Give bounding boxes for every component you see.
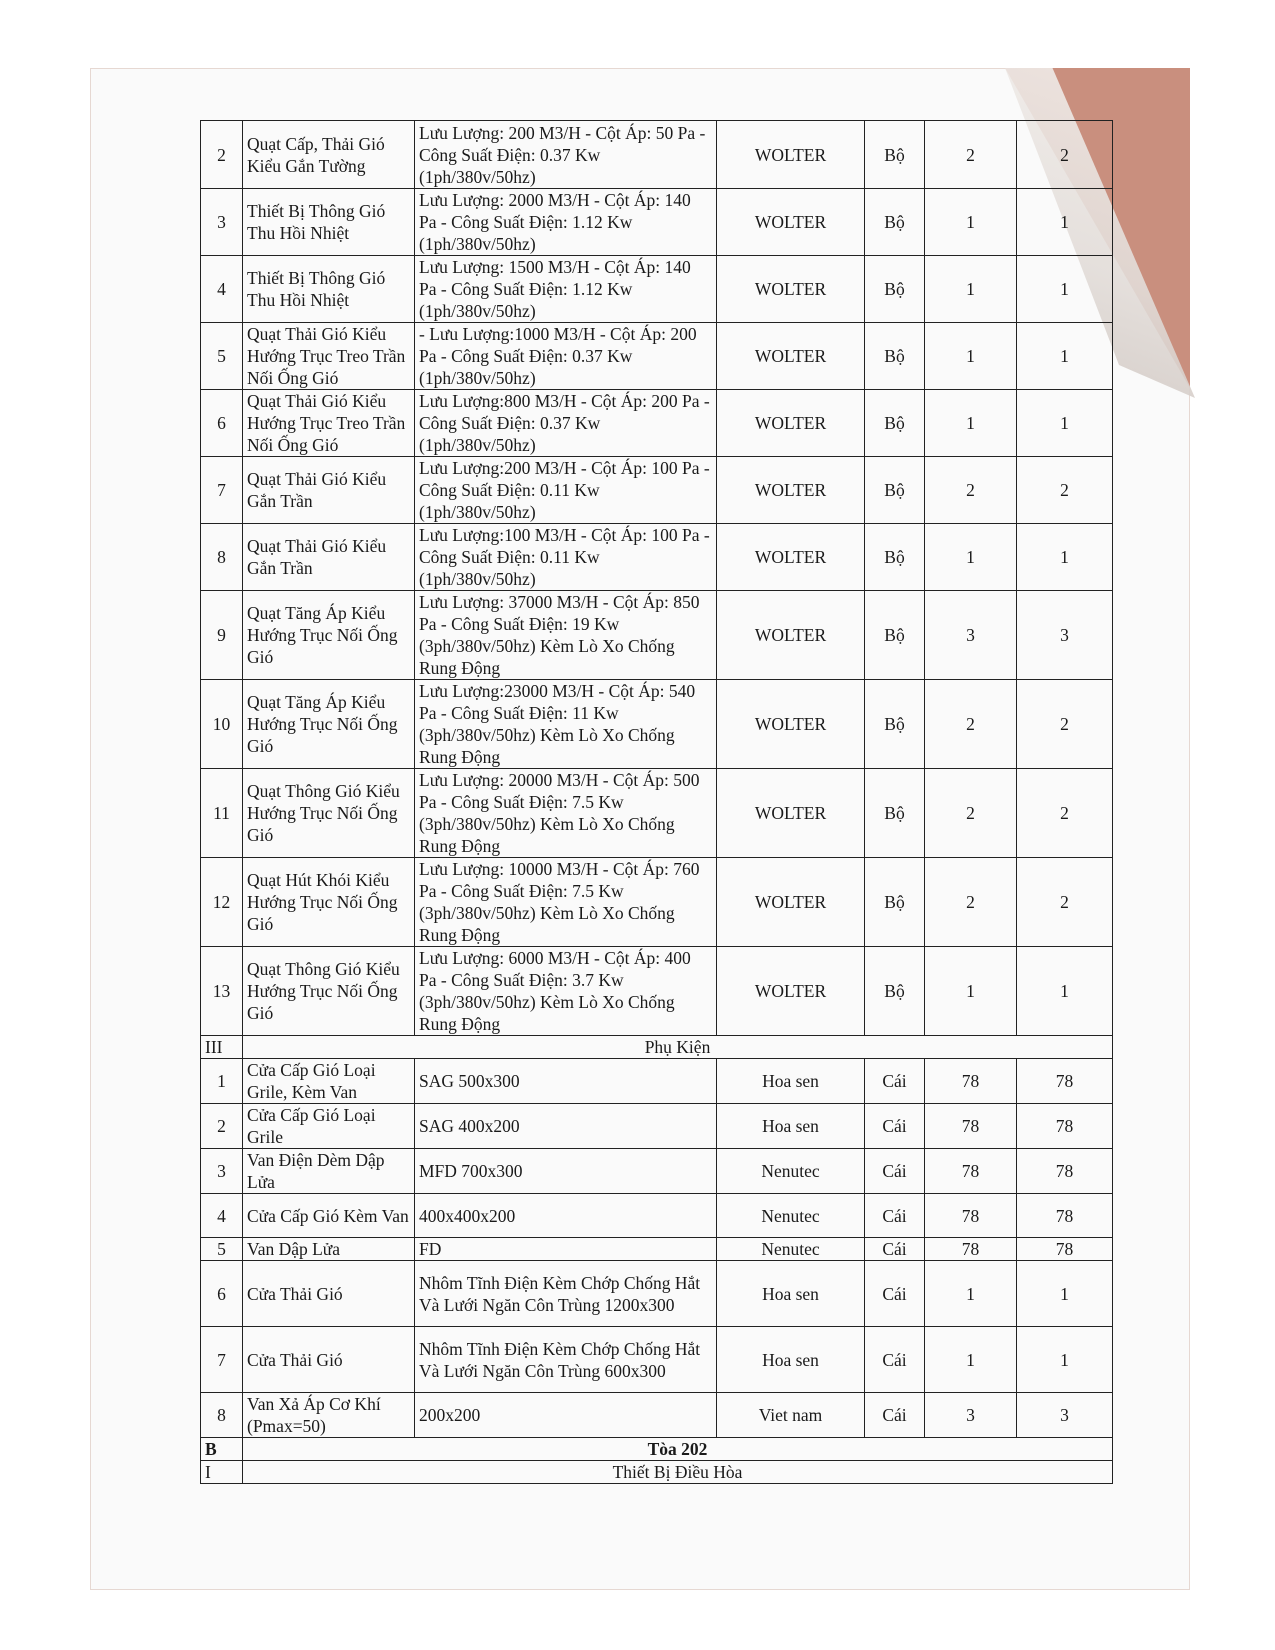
item-quantity: 1 <box>925 390 1017 457</box>
fan-rows <box>201 121 1113 1036</box>
item-quantity: 78 <box>925 1104 1017 1149</box>
item-quantity: 1 <box>925 256 1017 323</box>
table-row <box>201 323 1113 390</box>
item-unit: Bộ <box>865 390 925 457</box>
item-spec: SAG 500x300 <box>415 1059 717 1104</box>
table-row <box>201 769 1113 858</box>
item-quantity-total: 1 <box>1017 323 1113 390</box>
table-row <box>201 524 1113 591</box>
item-spec: Nhôm Tĩnh Điện Kèm Chớp Chống Hắt Và Lưới Ngăn Côn Trùng 1200x300 <box>415 1261 717 1327</box>
item-quantity-total: 78 <box>1017 1104 1113 1149</box>
item-quantity-total: 1 <box>1017 524 1113 591</box>
item-quantity: 78 <box>925 1194 1017 1238</box>
item-quantity: 1 <box>925 189 1017 256</box>
item-name: Quạt Cấp, Thải Gió Kiểu Gắn Tường <box>243 121 415 189</box>
item-quantity: 78 <box>925 1149 1017 1194</box>
item-brand: Hoa sen <box>717 1104 865 1149</box>
row-number: 3 <box>201 189 243 256</box>
table-row <box>201 1194 1113 1238</box>
section-iii <box>201 1036 1113 1059</box>
item-spec: - Lưu Lượng:1000 M3/H - Cột Áp: 200 Pa - Công Suất Điện: 0.37 Kw (1ph/380v/50hz) <box>415 323 717 390</box>
background-bottom <box>0 1590 1275 1650</box>
table-row <box>201 1393 1113 1438</box>
item-name: Van Xả Áp Cơ Khí (Pmax=50) <box>243 1393 415 1438</box>
item-unit: Bộ <box>865 457 925 524</box>
item-quantity: 2 <box>925 858 1017 947</box>
section-b-number: B <box>201 1438 243 1461</box>
item-unit: Cái <box>865 1261 925 1327</box>
row-number: 4 <box>201 256 243 323</box>
row-number: 2 <box>201 121 243 189</box>
item-quantity-total: 2 <box>1017 858 1113 947</box>
table-row <box>201 121 1113 189</box>
item-quantity-total: 78 <box>1017 1149 1113 1194</box>
table-row <box>201 457 1113 524</box>
row-number: 13 <box>201 947 243 1036</box>
item-name: Quạt Tăng Áp Kiểu Hướng Trục Nối Ống Gió <box>243 680 415 769</box>
item-spec: MFD 700x300 <box>415 1149 717 1194</box>
item-brand: Viet nam <box>717 1393 865 1438</box>
item-name: Quạt Thải Gió Kiểu Gắn Trần <box>243 457 415 524</box>
equipment-table <box>200 120 1113 1484</box>
item-unit: Cái <box>865 1327 925 1393</box>
item-unit: Bộ <box>865 256 925 323</box>
table-row <box>201 1059 1113 1104</box>
item-quantity-total: 1 <box>1017 1327 1113 1393</box>
item-quantity-total: 2 <box>1017 769 1113 858</box>
item-spec: Lưu Lượng:100 M3/H - Cột Áp: 100 Pa - Công Suất Điện: 0.11 Kw (1ph/380v/50hz) <box>415 524 717 591</box>
item-name: Thiết Bị Thông Gió Thu Hồi Nhiệt <box>243 256 415 323</box>
item-name: Quạt Thông Gió Kiểu Hướng Trục Nối Ống Gió <box>243 769 415 858</box>
item-unit: Cái <box>865 1194 925 1238</box>
item-name: Quạt Thải Gió Kiểu Hướng Trục Treo Trần Nối Ống Gió <box>243 390 415 457</box>
item-name: Cửa Cấp Gió Loại Grile, Kèm Van <box>243 1059 415 1104</box>
table-row <box>201 1238 1113 1261</box>
item-spec: Lưu Lượng: 2000 M3/H - Cột Áp: 140 Pa - Công Suất Điện: 1.12 Kw (1ph/380v/50hz) <box>415 189 717 256</box>
item-unit: Bộ <box>865 591 925 680</box>
row-number: 9 <box>201 591 243 680</box>
item-brand: WOLTER <box>717 390 865 457</box>
accessory-rows <box>201 1059 1113 1438</box>
item-spec: SAG 400x200 <box>415 1104 717 1149</box>
row-number: 10 <box>201 680 243 769</box>
item-quantity-total: 2 <box>1017 121 1113 189</box>
item-spec: Lưu Lượng:23000 M3/H - Cột Áp: 540 Pa - Công Suất Điện: 11 Kw (3ph/380v/50hz) Kèm Lò Xo Chống Rung Động <box>415 680 717 769</box>
background-left <box>0 0 90 1650</box>
section-iii-title: Phụ Kiện <box>243 1036 1113 1059</box>
row-number: 8 <box>201 1393 243 1438</box>
item-spec: Lưu Lượng: 6000 M3/H - Cột Áp: 400 Pa - Công Suất Điện: 3.7 Kw (3ph/380v/50hz) Kèm Lò Xo Chống Rung Động <box>415 947 717 1036</box>
table-row <box>201 1261 1113 1327</box>
item-brand: WOLTER <box>717 591 865 680</box>
item-spec: Lưu Lượng: 10000 M3/H - Cột Áp: 760 Pa - Công Suất Điện: 7.5 Kw (3ph/380v/50hz) Kèm Lò Xo Chống Rung Động <box>415 858 717 947</box>
item-quantity: 2 <box>925 769 1017 858</box>
row-number: 6 <box>201 390 243 457</box>
item-quantity-total: 2 <box>1017 457 1113 524</box>
item-brand: WOLTER <box>717 457 865 524</box>
item-unit: Cái <box>865 1104 925 1149</box>
row-number: 7 <box>201 1327 243 1393</box>
item-unit: Bộ <box>865 189 925 256</box>
section-iii-number: III <box>201 1036 243 1059</box>
item-brand: Nenutec <box>717 1238 865 1261</box>
item-spec: Lưu Lượng:800 M3/H - Cột Áp: 200 Pa - Công Suất Điện: 0.37 Kw (1ph/380v/50hz) <box>415 390 717 457</box>
item-quantity: 1 <box>925 1327 1017 1393</box>
item-quantity: 1 <box>925 947 1017 1036</box>
background-top <box>0 0 1275 70</box>
item-spec: Lưu Lượng: 1500 M3/H - Cột Áp: 140 Pa - Công Suất Điện: 1.12 Kw (1ph/380v/50hz) <box>415 256 717 323</box>
item-brand: WOLTER <box>717 680 865 769</box>
row-number: 4 <box>201 1194 243 1238</box>
section-b <box>201 1438 1113 1484</box>
item-quantity-total: 78 <box>1017 1194 1113 1238</box>
item-brand: Nenutec <box>717 1194 865 1238</box>
item-unit: Bộ <box>865 524 925 591</box>
background-right <box>1190 0 1275 1650</box>
table-row <box>201 858 1113 947</box>
row-number: 6 <box>201 1261 243 1327</box>
item-name: Quạt Thông Gió Kiểu Hướng Trục Nối Ống Gió <box>243 947 415 1036</box>
item-quantity-total: 1 <box>1017 1261 1113 1327</box>
item-brand: WOLTER <box>717 121 865 189</box>
item-unit: Bộ <box>865 121 925 189</box>
item-quantity-total: 1 <box>1017 189 1113 256</box>
item-unit: Bộ <box>865 323 925 390</box>
row-number: 5 <box>201 323 243 390</box>
item-quantity: 1 <box>925 1261 1017 1327</box>
item-quantity-total: 2 <box>1017 680 1113 769</box>
item-name: Quạt Hút Khói Kiểu Hướng Trục Nối Ống Gió <box>243 858 415 947</box>
row-number: 1 <box>201 1059 243 1104</box>
row-number: 11 <box>201 769 243 858</box>
item-unit: Bộ <box>865 858 925 947</box>
table-row <box>201 256 1113 323</box>
row-number: 2 <box>201 1104 243 1149</box>
item-spec: 200x200 <box>415 1393 717 1438</box>
section-i-title: Thiết Bị Điều Hòa <box>243 1461 1113 1484</box>
item-unit: Bộ <box>865 680 925 769</box>
item-unit: Bộ <box>865 769 925 858</box>
item-spec: FD <box>415 1238 717 1261</box>
item-quantity-total: 78 <box>1017 1059 1113 1104</box>
table-row <box>201 189 1113 256</box>
item-spec: Lưu Lượng: 200 M3/H - Cột Áp: 50 Pa - Công Suất Điện: 0.37 Kw (1ph/380v/50hz) <box>415 121 717 189</box>
item-quantity: 1 <box>925 524 1017 591</box>
row-number: 5 <box>201 1238 243 1261</box>
item-name: Quạt Tăng Áp Kiểu Hướng Trục Nối Ống Gió <box>243 591 415 680</box>
item-name: Quạt Thải Gió Kiểu Hướng Trục Treo Trần Nối Ống Gió <box>243 323 415 390</box>
item-name: Cửa Cấp Gió Loại Grile <box>243 1104 415 1149</box>
item-name: Quạt Thải Gió Kiểu Gắn Trần <box>243 524 415 591</box>
item-name: Cửa Thải Gió <box>243 1327 415 1393</box>
item-unit: Cái <box>865 1393 925 1438</box>
section-b-title: Tòa 202 <box>243 1438 1113 1461</box>
item-spec: Lưu Lượng:200 M3/H - Cột Áp: 100 Pa - Công Suất Điện: 0.11 Kw (1ph/380v/50hz) <box>415 457 717 524</box>
item-spec: 400x400x200 <box>415 1194 717 1238</box>
row-number: 3 <box>201 1149 243 1194</box>
item-spec: Lưu Lượng: 37000 M3/H - Cột Áp: 850 Pa - Công Suất Điện: 19 Kw (3ph/380v/50hz) Kèm Lò Xo Chống Rung Động <box>415 591 717 680</box>
item-brand: WOLTER <box>717 947 865 1036</box>
table-row <box>201 390 1113 457</box>
item-spec: Nhôm Tĩnh Điện Kèm Chớp Chống Hắt Và Lưới Ngăn Côn Trùng 600x300 <box>415 1327 717 1393</box>
item-quantity-total: 3 <box>1017 1393 1113 1438</box>
item-brand: WOLTER <box>717 189 865 256</box>
item-brand: WOLTER <box>717 256 865 323</box>
row-number: 8 <box>201 524 243 591</box>
item-name: Van Dập Lửa <box>243 1238 415 1261</box>
item-quantity: 3 <box>925 591 1017 680</box>
item-brand: WOLTER <box>717 323 865 390</box>
table-row <box>201 1327 1113 1393</box>
row-number: 12 <box>201 858 243 947</box>
table-row <box>201 947 1113 1036</box>
item-spec: Lưu Lượng: 20000 M3/H - Cột Áp: 500 Pa - Công Suất Điện: 7.5 Kw (3ph/380v/50hz) Kèm Lò Xo Chống Rung Động <box>415 769 717 858</box>
item-quantity: 2 <box>925 457 1017 524</box>
item-unit: Cái <box>865 1149 925 1194</box>
item-unit: Bộ <box>865 947 925 1036</box>
item-name: Cửa Thải Gió <box>243 1261 415 1327</box>
item-quantity: 1 <box>925 323 1017 390</box>
table-row <box>201 1104 1113 1149</box>
table-row <box>201 680 1113 769</box>
item-brand: WOLTER <box>717 858 865 947</box>
item-quantity: 78 <box>925 1059 1017 1104</box>
item-quantity-total: 1 <box>1017 947 1113 1036</box>
item-brand: Hoa sen <box>717 1261 865 1327</box>
item-quantity-total: 1 <box>1017 256 1113 323</box>
item-quantity-total: 78 <box>1017 1238 1113 1261</box>
item-brand: WOLTER <box>717 769 865 858</box>
item-brand: Hoa sen <box>717 1059 865 1104</box>
item-quantity: 2 <box>925 680 1017 769</box>
row-number: 7 <box>201 457 243 524</box>
item-brand: Nenutec <box>717 1149 865 1194</box>
item-quantity-total: 1 <box>1017 390 1113 457</box>
item-brand: WOLTER <box>717 524 865 591</box>
table-row <box>201 1149 1113 1194</box>
item-name: Van Điện Dèm Dập Lửa <box>243 1149 415 1194</box>
section-i-number: I <box>201 1461 243 1484</box>
item-unit: Cái <box>865 1238 925 1261</box>
item-name: Cửa Cấp Gió Kèm Van <box>243 1194 415 1238</box>
item-quantity: 3 <box>925 1393 1017 1438</box>
item-unit: Cái <box>865 1059 925 1104</box>
item-quantity-total: 3 <box>1017 591 1113 680</box>
item-brand: Hoa sen <box>717 1327 865 1393</box>
item-quantity: 2 <box>925 121 1017 189</box>
item-name: Thiết Bị Thông Gió Thu Hồi Nhiệt <box>243 189 415 256</box>
item-quantity: 78 <box>925 1238 1017 1261</box>
table-row <box>201 591 1113 680</box>
